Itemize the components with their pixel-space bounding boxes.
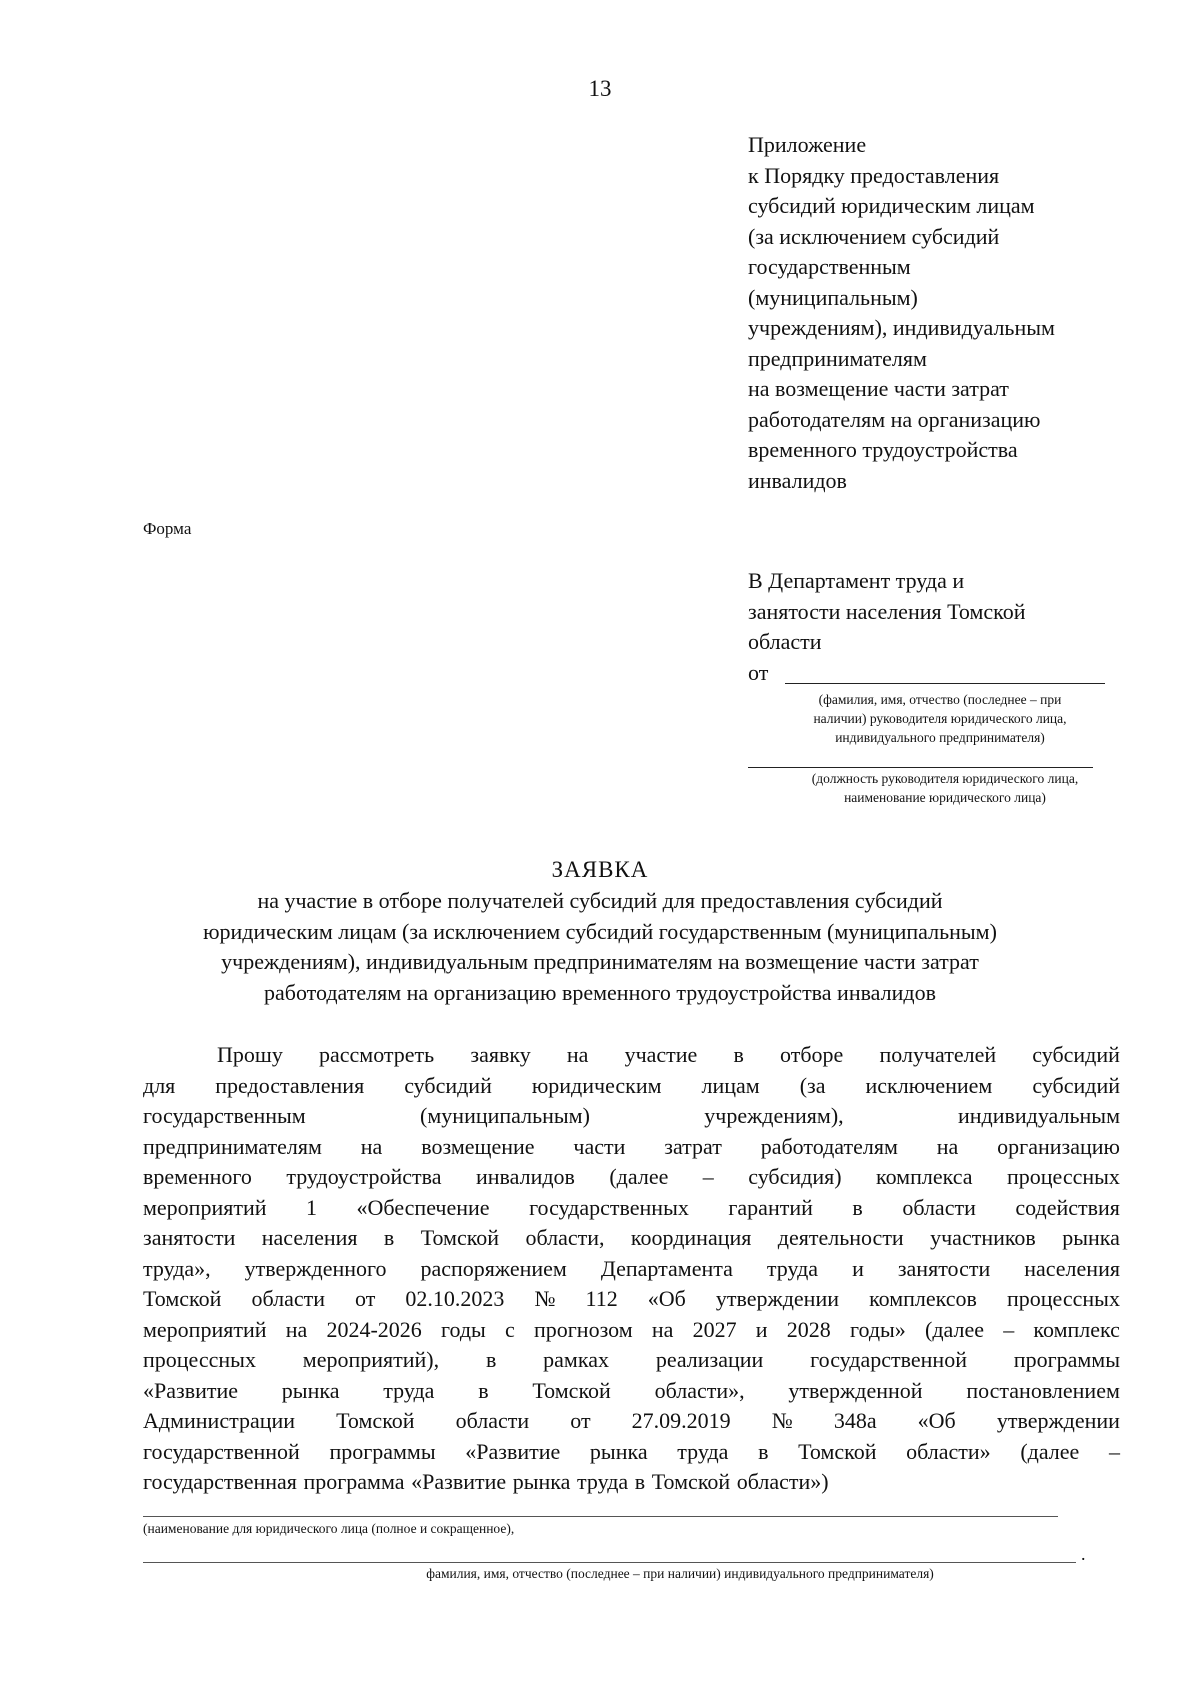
- request-body: [143, 1040, 1120, 1498]
- body-line: [143, 1071, 1120, 1102]
- body-word: труда: [577, 1469, 629, 1494]
- body-line: [143, 1284, 1120, 1315]
- document-subtitle: [100, 886, 1100, 1008]
- body-word: области»: [906, 1438, 991, 1464]
- appendix-line: к Порядку предоставления: [748, 162, 1000, 188]
- body-line: [143, 1193, 1120, 1224]
- body-word: на: [360, 1133, 383, 1159]
- subtitle-line: учреждениям), индивидуальным предпринимателям на возмещение части затрат: [221, 949, 979, 974]
- legal-entity-name-field[interactable]: [143, 1516, 1058, 1517]
- applicant-name-caption: [760, 690, 1120, 747]
- body-word: работодателям: [760, 1133, 898, 1159]
- body-word: предоставления: [215, 1072, 365, 1098]
- body-word: труда: [677, 1438, 729, 1464]
- body-word: утвержденного: [244, 1255, 387, 1281]
- body-word: области: [902, 1194, 976, 1220]
- body-word: от: [570, 1408, 591, 1433]
- subtitle-line: работодателям на организацию временного трудоустройства инвалидов: [264, 979, 936, 1005]
- appendix-line: на возмещение части затрат: [748, 376, 1009, 401]
- body-line: [143, 1223, 1120, 1254]
- body-word: распоряжением: [420, 1255, 567, 1281]
- body-word: на: [936, 1133, 959, 1159]
- document-title: ЗАЯВКА: [551, 857, 649, 882]
- body-word: индивидуальным: [957, 1103, 1120, 1128]
- body-word: области,: [525, 1225, 605, 1250]
- body-word: труда: [766, 1255, 819, 1281]
- body-word: Томской: [532, 1377, 611, 1403]
- body-word: рассмотреть: [318, 1042, 435, 1067]
- body-word: 112: [585, 1286, 618, 1311]
- body-word: Томской: [143, 1286, 222, 1311]
- body-word: государственных: [529, 1194, 689, 1220]
- body-word: Томской: [798, 1438, 877, 1464]
- body-word: комплекса: [876, 1164, 973, 1189]
- body-line: [143, 1467, 1120, 1498]
- body-line: [143, 1437, 1120, 1468]
- form-label: Форма: [143, 519, 192, 538]
- body-word: в: [383, 1225, 395, 1250]
- body-word: для: [143, 1072, 176, 1098]
- body-word: «Об: [647, 1286, 686, 1311]
- applicant-name-field[interactable]: [785, 683, 1105, 684]
- body-word: субсидий: [1032, 1042, 1120, 1067]
- body-word: 1: [306, 1194, 318, 1220]
- body-word: (далее: [925, 1316, 985, 1342]
- applicant-position-caption: [750, 769, 1140, 807]
- body-word: Прошу: [217, 1042, 283, 1067]
- body-word: реализации: [655, 1347, 764, 1372]
- body-word: программы: [329, 1438, 436, 1464]
- body-word: труда: [383, 1377, 435, 1403]
- body-word: 02.10.2023: [405, 1286, 505, 1311]
- body-word: трудоустройства: [286, 1164, 442, 1189]
- legal-entity-name-caption: (наименование для юридического лица (полное и сокращенное),: [143, 1521, 515, 1536]
- body-word: в: [852, 1194, 863, 1220]
- caption-line: индивидуального предпринимателя): [835, 730, 1045, 745]
- body-word: 27.09.2019: [631, 1408, 731, 1433]
- body-word: 2027: [692, 1316, 737, 1342]
- body-word: процессных: [143, 1347, 256, 1372]
- appendix-line: государственным: [748, 254, 911, 279]
- body-word: рынка: [1062, 1225, 1120, 1250]
- body-word: государственная: [143, 1469, 297, 1494]
- body-line: [143, 1315, 1120, 1346]
- body-word: от: [355, 1286, 376, 1311]
- addressee-block: [748, 566, 1168, 658]
- appendix-line: инвалидов: [748, 467, 847, 493]
- body-word: области»): [736, 1469, 829, 1494]
- body-line: [143, 1132, 1120, 1163]
- page-number: 13: [588, 76, 612, 101]
- body-word: затрат: [664, 1133, 722, 1159]
- body-word: мероприятий: [143, 1194, 267, 1220]
- body-word: с: [505, 1316, 515, 1342]
- caption-line: наименование юридического лица): [844, 790, 1046, 805]
- body-word: утверждении: [715, 1286, 840, 1311]
- appendix-line: предпринимателям: [748, 345, 927, 371]
- body-word: участие: [624, 1042, 698, 1067]
- body-word: «Развитие: [143, 1377, 239, 1403]
- body-word: субсидий: [1032, 1072, 1120, 1098]
- appendix-line: (за исключением субсидий: [748, 223, 1000, 249]
- body-word: на: [566, 1042, 589, 1067]
- appendix-line: (муниципальным): [748, 284, 918, 310]
- body-line: [143, 1162, 1120, 1193]
- body-word: мероприятий),: [302, 1347, 440, 1372]
- body-word: организацию: [997, 1133, 1120, 1159]
- appendix-line: работодателям на организацию: [748, 406, 1041, 432]
- body-word: занятости: [143, 1225, 236, 1250]
- body-word: (за: [799, 1072, 826, 1098]
- body-word: годы: [441, 1316, 486, 1342]
- body-word: №: [771, 1408, 793, 1433]
- body-word: населения: [261, 1225, 358, 1250]
- body-word: (далее: [1020, 1438, 1080, 1464]
- body-word: Департамента: [600, 1255, 733, 1281]
- body-line: [143, 1406, 1120, 1437]
- body-word: «Об: [917, 1408, 956, 1433]
- body-word: (муниципальным): [420, 1103, 590, 1128]
- body-word: предпринимателям: [143, 1133, 322, 1159]
- body-word: –: [1108, 1438, 1120, 1464]
- body-line: [143, 1040, 1120, 1071]
- body-word: Томской: [336, 1408, 415, 1433]
- body-word: Томской: [420, 1225, 500, 1250]
- body-word: части: [573, 1133, 626, 1159]
- subtitle-line: юридическим лицам (за исключением субсидий государственным (муниципальным): [203, 918, 997, 944]
- body-word: в: [478, 1377, 489, 1403]
- body-word: учреждениям),: [704, 1103, 844, 1128]
- addressee-line: области: [748, 629, 822, 654]
- body-word: 348а: [833, 1408, 877, 1433]
- body-word: «Обеспечение: [356, 1194, 490, 1220]
- from-label: от: [748, 660, 769, 685]
- entrepreneur-name-field[interactable]: [143, 1562, 1076, 1563]
- body-word: и: [755, 1316, 768, 1342]
- body-word: и: [852, 1255, 864, 1281]
- body-word: программы: [1013, 1347, 1120, 1372]
- trailing-dot: .: [1081, 1544, 1086, 1564]
- body-word: в: [485, 1347, 497, 1372]
- body-word: содействия: [1015, 1194, 1120, 1220]
- body-word: процессных: [1006, 1164, 1120, 1189]
- body-word: рынка: [512, 1469, 571, 1494]
- addressee-line: занятости населения Томской: [748, 598, 1026, 624]
- appendix-line: субсидий юридическим лицам: [748, 193, 1035, 218]
- body-word: на: [285, 1316, 308, 1342]
- subtitle-line: на участие в отборе получателей субсидий для предоставления субсидий: [257, 888, 943, 913]
- body-word: координация: [630, 1225, 752, 1250]
- body-word: деятельности: [777, 1225, 904, 1250]
- body-word: отборе: [780, 1042, 844, 1067]
- body-word: гарантий: [728, 1194, 813, 1220]
- body-word: постановлением: [966, 1377, 1120, 1403]
- body-word: комплексов: [869, 1286, 977, 1311]
- body-word: рынка: [589, 1438, 648, 1464]
- applicant-position-field[interactable]: [748, 767, 1093, 768]
- body-word: «Развитие: [465, 1438, 561, 1464]
- body-word: субсидия): [748, 1164, 842, 1189]
- body-line: [143, 1101, 1120, 1132]
- caption-line: наличии) руководителя юридического лица,: [813, 711, 1067, 726]
- body-word: утверждении: [996, 1408, 1120, 1433]
- body-word: государственной: [810, 1347, 967, 1372]
- body-word: области: [455, 1408, 530, 1433]
- appendix-line: Приложение: [748, 132, 867, 157]
- body-line: [143, 1376, 1120, 1407]
- body-word: рамках: [543, 1347, 609, 1372]
- body-word: труда»,: [143, 1255, 211, 1281]
- body-word: 2028: [786, 1316, 831, 1342]
- body-word: области: [251, 1286, 325, 1311]
- body-word: в: [634, 1469, 646, 1494]
- appendix-line: временного трудоустройства: [748, 437, 1018, 462]
- body-word: рынка: [281, 1377, 340, 1403]
- body-word: №: [534, 1286, 556, 1311]
- body-word: –: [1003, 1316, 1015, 1342]
- body-word: занятости: [897, 1255, 991, 1281]
- caption-line: (фамилия, имя, отчество (последнее – при: [818, 692, 1062, 707]
- body-line: [143, 1254, 1120, 1285]
- body-word: годы»: [849, 1316, 906, 1342]
- body-word: исключением: [865, 1072, 993, 1098]
- body-word: программа: [303, 1469, 405, 1494]
- appendix-block: [748, 130, 1168, 496]
- body-word: лицам: [701, 1072, 760, 1098]
- body-word: комплекс: [1033, 1316, 1120, 1342]
- body-word: (далее: [609, 1164, 669, 1189]
- body-word: утвержденной: [788, 1377, 923, 1403]
- appendix-line: учреждениям), индивидуальным: [748, 315, 1055, 340]
- body-word: юридическим: [531, 1072, 662, 1098]
- body-line: [143, 1345, 1120, 1376]
- body-word: процессных: [1007, 1286, 1120, 1311]
- addressee-line: В Департамент труда и: [748, 568, 965, 593]
- body-word: в: [758, 1438, 769, 1464]
- body-word: 2024-2026: [326, 1316, 422, 1342]
- body-word: государственной: [143, 1438, 300, 1464]
- body-word: области»,: [654, 1377, 745, 1403]
- body-word: населения: [1024, 1255, 1120, 1281]
- body-word: субсидий: [404, 1072, 492, 1098]
- body-word: государственным: [143, 1103, 306, 1128]
- body-word: на: [651, 1316, 674, 1342]
- body-word: Томской: [651, 1469, 731, 1494]
- body-word: заявку: [470, 1042, 531, 1067]
- body-word: «Развитие: [411, 1469, 507, 1494]
- body-word: получателей: [879, 1042, 997, 1067]
- body-word: инвалидов: [475, 1164, 575, 1189]
- body-word: –: [702, 1164, 714, 1189]
- body-word: в: [733, 1042, 744, 1067]
- body-word: мероприятий: [143, 1316, 267, 1342]
- body-word: возмещение: [421, 1133, 535, 1159]
- body-word: участников: [930, 1225, 1036, 1250]
- body-word: Администрации: [143, 1408, 296, 1433]
- body-word: прогнозом: [534, 1316, 633, 1342]
- caption-line: (должность руководителя юридического лица,: [811, 771, 1079, 786]
- entrepreneur-name-caption: фамилия, имя, отчество (последнее – при наличии) индивидуального предпринимателя): [426, 1566, 934, 1581]
- body-word: временного: [143, 1164, 252, 1189]
